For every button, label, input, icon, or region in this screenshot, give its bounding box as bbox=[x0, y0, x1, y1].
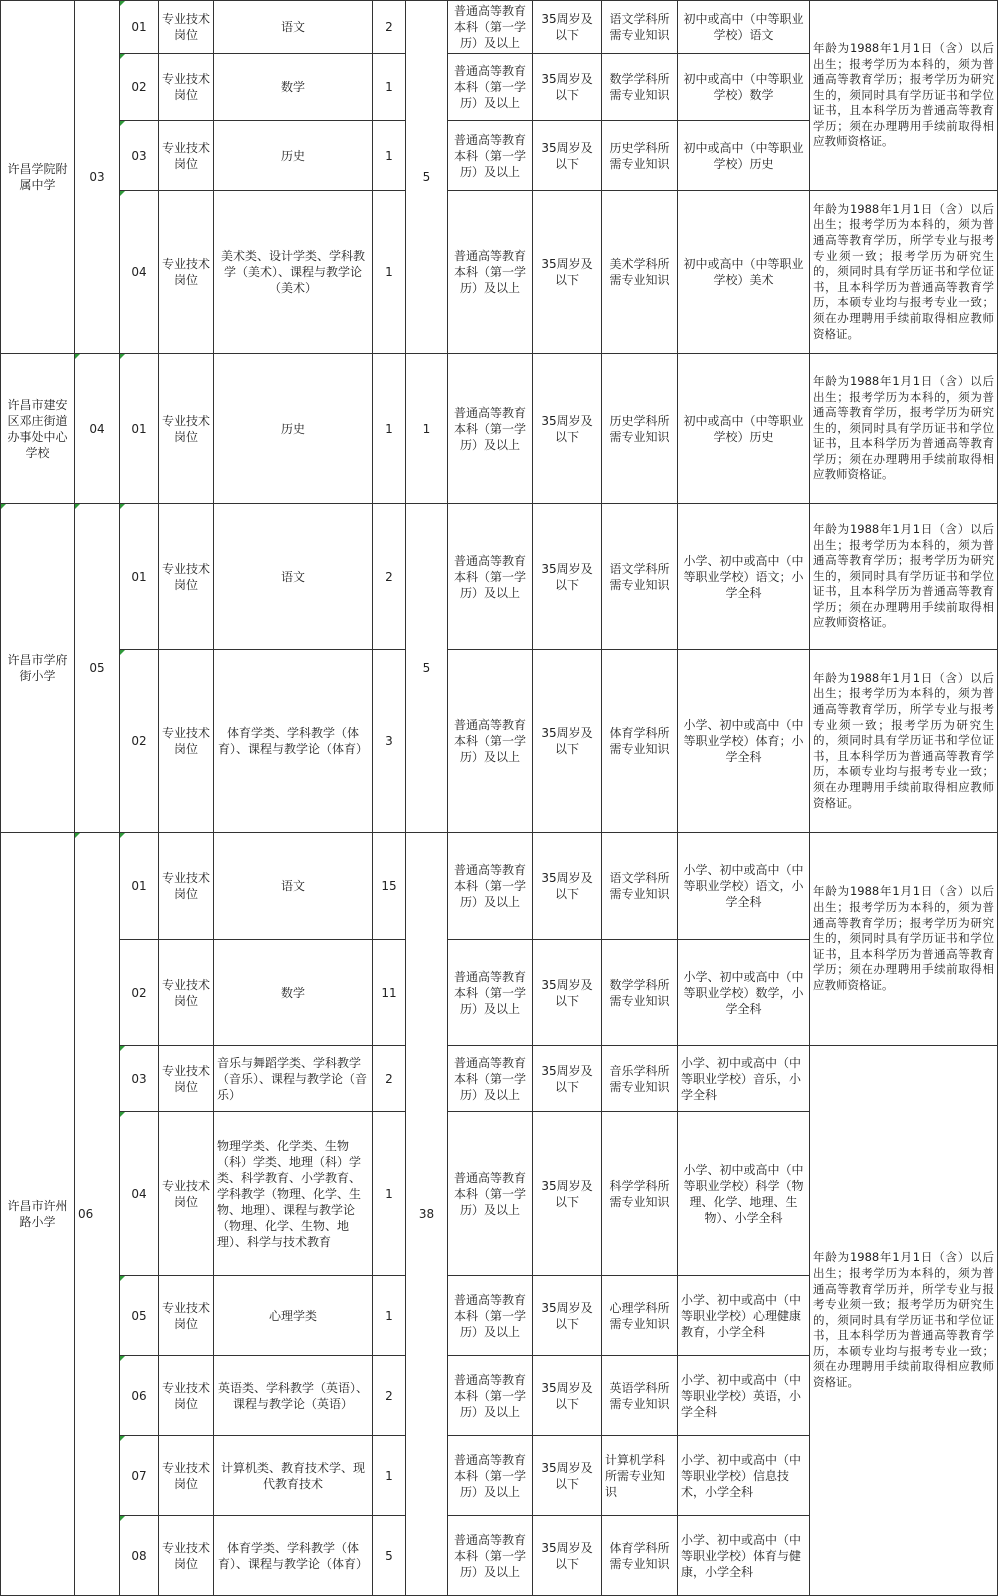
remarks: 年龄为1988年1月1日（含）以后出生；报考学历为本科的，须为普通高等教育学历；报考学历为研究生的，须同时具有学历证书和学位证书，且本科学历为普通高等教育学历；须在办理聘用手续前取得相应教师资格证。 bbox=[809, 0, 998, 191]
position-exam: 美术学科所需专业知识 bbox=[601, 190, 678, 354]
position-code: 03 bbox=[119, 120, 159, 191]
position-exam: 语文学科所需专业知识 bbox=[601, 0, 678, 54]
position-code: 01 bbox=[119, 832, 159, 940]
position-age: 35周岁及以下 bbox=[532, 190, 602, 354]
position-major: 心理学类 bbox=[213, 1275, 373, 1356]
position-type: 专业技术岗位 bbox=[158, 832, 214, 940]
remarks: 年龄为1988年1月1日（含）以后出生；报考学历为本科的，须为普通高等教育学历，所学专业与报考专业须一致；报考学历为研究生的，须同时具有学历证书和学位证书，且本科学历为普通高等教育学历，本硕专业均与报考专业一致；须在办理聘用手续前取得相应教师资格证。 bbox=[809, 190, 998, 354]
position-exam: 数学学科所需专业知识 bbox=[601, 53, 678, 121]
position-type: 专业技术岗位 bbox=[158, 1515, 214, 1596]
position-age: 35周岁及以下 bbox=[532, 832, 602, 940]
position-age: 35周岁及以下 bbox=[532, 0, 602, 54]
position-count: 5 bbox=[372, 1515, 406, 1596]
position-age: 35周岁及以下 bbox=[532, 1275, 602, 1356]
position-code: 08 bbox=[119, 1515, 159, 1596]
position-count: 1 bbox=[372, 1111, 406, 1276]
position-count: 3 bbox=[372, 649, 406, 833]
position-exam: 历史学科所需专业知识 bbox=[601, 353, 678, 504]
position-type: 专业技术岗位 bbox=[158, 503, 214, 650]
remarks: 年龄为1988年1月1日（含）以后出生；报考学历为本科的，须为普通高等教育学历，报考学历为研究生的，须同时具有学历证书和学位证书，且本科学历为普通高等教育学历；须在办理聘用手续前取得相应教师资格证。 bbox=[809, 353, 998, 504]
position-education: 普通高等教育本科（第一学历）及以上 bbox=[447, 53, 533, 121]
position-code: 01 bbox=[119, 353, 159, 504]
position-certificate: 小学、初中或高中（中等职业学校）语文；小学全科 bbox=[677, 503, 810, 650]
position-count: 15 bbox=[372, 832, 406, 940]
position-code: 02 bbox=[119, 53, 159, 121]
position-code: 02 bbox=[119, 649, 159, 833]
position-certificate: 初中或高中（中等职业学校）美术 bbox=[677, 190, 810, 354]
position-age: 35周岁及以下 bbox=[532, 1435, 602, 1516]
position-age: 35周岁及以下 bbox=[532, 53, 602, 121]
unit-name: 许昌市建安区邓庄街道办事处中心学校 bbox=[0, 353, 75, 504]
position-education: 普通高等教育本科（第一学历）及以上 bbox=[447, 1275, 533, 1356]
position-count: 2 bbox=[372, 503, 406, 650]
position-certificate: 小学、初中或高中（中等职业学校）心理健康教育，小学全科 bbox=[677, 1275, 810, 1356]
unit-name: 许昌学院附属中学 bbox=[0, 0, 75, 354]
position-education: 普通高等教育本科（第一学历）及以上 bbox=[447, 503, 533, 650]
position-major: 历史 bbox=[213, 120, 373, 191]
position-education: 普通高等教育本科（第一学历）及以上 bbox=[447, 0, 533, 54]
position-education: 普通高等教育本科（第一学历）及以上 bbox=[447, 1435, 533, 1516]
position-exam: 数学学科所需专业知识 bbox=[601, 939, 678, 1046]
position-age: 35周岁及以下 bbox=[532, 1355, 602, 1436]
unit-total: 38 bbox=[405, 832, 448, 1596]
position-exam: 体育学科所需专业知识 bbox=[601, 1515, 678, 1596]
position-type: 专业技术岗位 bbox=[158, 120, 214, 191]
position-certificate: 小学、初中或高中（中等职业学校）英语，小学全科 bbox=[677, 1355, 810, 1436]
position-code: 03 bbox=[119, 1045, 159, 1112]
position-education: 普通高等教育本科（第一学历）及以上 bbox=[447, 1045, 533, 1112]
position-age: 35周岁及以下 bbox=[532, 120, 602, 191]
position-type: 专业技术岗位 bbox=[158, 190, 214, 354]
position-count: 1 bbox=[372, 53, 406, 121]
unit-total: 1 bbox=[405, 353, 448, 504]
position-type: 专业技术岗位 bbox=[158, 1275, 214, 1356]
position-count: 1 bbox=[372, 353, 406, 504]
position-code: 01 bbox=[119, 503, 159, 650]
position-code: 05 bbox=[119, 1275, 159, 1356]
remarks: 年龄为1988年1月1日（含）以后出生；报考学历为本科的，须为普通高等教育学历，所学专业与报考专业须一致；报考学历为研究生的，须同时具有学历证书和学位证书，且本科学历为普通高等教育学历，本硕专业均与报考专业一致；须在办理聘用手续前取得相应教师资格证。 bbox=[809, 649, 998, 833]
position-count: 1 bbox=[372, 1275, 406, 1356]
position-education: 普通高等教育本科（第一学历）及以上 bbox=[447, 1355, 533, 1436]
unit-total: 5 bbox=[405, 0, 448, 354]
unit-code: 04 bbox=[74, 353, 120, 504]
position-exam: 体育学科所需专业知识 bbox=[601, 649, 678, 833]
position-exam: 语文学科所需专业知识 bbox=[601, 503, 678, 650]
remarks: 年龄为1988年1月1日（含）以后出生；报考学历为本科的，须为普通高等教育学历；报考学历为研究生的，须同时具有学历证书和学位证书，且本科学历为普通高等教育学历；须在办理聘用手续前取得相应教师资格证。 bbox=[809, 503, 998, 650]
position-education: 普通高等教育本科（第一学历）及以上 bbox=[447, 1111, 533, 1276]
position-age: 35周岁及以下 bbox=[532, 1515, 602, 1596]
position-education: 普通高等教育本科（第一学历）及以上 bbox=[447, 120, 533, 191]
position-code: 07 bbox=[119, 1435, 159, 1516]
unit-name: 许昌市许州路小学 bbox=[0, 832, 75, 1596]
position-major: 美术类、设计学类、学科教学（美术）、课程与教学论（美术） bbox=[213, 190, 373, 354]
unit-name: 许昌市学府街小学 bbox=[0, 503, 75, 833]
position-age: 35周岁及以下 bbox=[532, 939, 602, 1046]
position-type: 专业技术岗位 bbox=[158, 53, 214, 121]
position-age: 35周岁及以下 bbox=[532, 503, 602, 650]
position-certificate: 小学、初中或高中（中等职业学校）信息技术，小学全科 bbox=[677, 1435, 810, 1516]
unit-code: 05 bbox=[74, 503, 120, 833]
position-education: 普通高等教育本科（第一学历）及以上 bbox=[447, 353, 533, 504]
position-exam: 计算机学科所需专业知识 bbox=[601, 1435, 678, 1516]
position-major: 英语类、学科教学（英语）、课程与教学论（英语） bbox=[213, 1355, 373, 1436]
position-type: 专业技术岗位 bbox=[158, 0, 214, 54]
position-age: 35周岁及以下 bbox=[532, 1111, 602, 1276]
position-exam: 音乐学科所需专业知识 bbox=[601, 1045, 678, 1112]
position-count: 2 bbox=[372, 1045, 406, 1112]
position-exam: 语文学科所需专业知识 bbox=[601, 832, 678, 940]
unit-code: 06 bbox=[74, 832, 120, 1596]
position-type: 专业技术岗位 bbox=[158, 939, 214, 1046]
position-type: 专业技术岗位 bbox=[158, 353, 214, 504]
position-type: 专业技术岗位 bbox=[158, 1435, 214, 1516]
position-count: 1 bbox=[372, 120, 406, 191]
position-certificate: 初中或高中（中等职业学校）数学 bbox=[677, 53, 810, 121]
unit-code: 03 bbox=[74, 0, 120, 354]
position-exam: 科学学科所需专业知识 bbox=[601, 1111, 678, 1276]
remarks: 年龄为1988年1月1日（含）以后出生；报考学历为本科的，须为普通高等教育学历并，所学专业与报考专业须一致；报考学历为研究生的，须同时具有学历证书和学位证书，且本科学历为普通高等教育学历，本硕专业均与报考专业一致；须在办理聘用手续前取得相应教师资格证。 bbox=[809, 1045, 998, 1596]
position-education: 普通高等教育本科（第一学历）及以上 bbox=[447, 190, 533, 354]
position-education: 普通高等教育本科（第一学历）及以上 bbox=[447, 1515, 533, 1596]
position-code: 06 bbox=[119, 1355, 159, 1436]
position-certificate: 小学、初中或高中（中等职业学校）体育与健康，小学全科 bbox=[677, 1515, 810, 1596]
position-count: 11 bbox=[372, 939, 406, 1046]
position-code: 01 bbox=[119, 0, 159, 54]
position-major: 数学 bbox=[213, 939, 373, 1046]
position-type: 专业技术岗位 bbox=[158, 649, 214, 833]
remarks: 年龄为1988年1月1日（含）以后出生；报考学历为本科的，须为普通高等教育学历；报考学历为研究生的，须同时具有学历证书和学位证书，且本科学历为普通高等教育学历；须在办理聘用手续前取得相应教师资格证。 bbox=[809, 832, 998, 1046]
position-certificate: 小学、初中或高中（中等职业学校）音乐，小学全科 bbox=[677, 1045, 810, 1112]
position-code: 04 bbox=[119, 190, 159, 354]
position-code: 02 bbox=[119, 939, 159, 1046]
position-certificate: 初中或高中（中等职业学校）语文 bbox=[677, 0, 810, 54]
position-certificate: 小学、初中或高中（中等职业学校）数学，小学全科 bbox=[677, 939, 810, 1046]
position-major: 音乐与舞蹈学类、学科教学（音乐）、课程与教学论（音乐） bbox=[213, 1045, 373, 1112]
position-education: 普通高等教育本科（第一学历）及以上 bbox=[447, 649, 533, 833]
position-major: 数学 bbox=[213, 53, 373, 121]
position-code: 04 bbox=[119, 1111, 159, 1276]
position-age: 35周岁及以下 bbox=[532, 1045, 602, 1112]
position-count: 1 bbox=[372, 190, 406, 354]
position-education: 普通高等教育本科（第一学历）及以上 bbox=[447, 832, 533, 940]
position-certificate: 小学、初中或高中（中等职业学校）语文，小学全科 bbox=[677, 832, 810, 940]
position-exam: 心理学科所需专业知识 bbox=[601, 1275, 678, 1356]
position-major: 历史 bbox=[213, 353, 373, 504]
position-major: 语文 bbox=[213, 0, 373, 54]
position-exam: 英语学科所需专业知识 bbox=[601, 1355, 678, 1436]
position-certificate: 小学、初中或高中（中等职业学校）体育；小学全科 bbox=[677, 649, 810, 833]
position-type: 专业技术岗位 bbox=[158, 1045, 214, 1112]
position-age: 35周岁及以下 bbox=[532, 649, 602, 833]
position-major: 体育学类、学科教学（体育）、课程与教学论（体育） bbox=[213, 649, 373, 833]
position-count: 2 bbox=[372, 1355, 406, 1436]
position-education: 普通高等教育本科（第一学历）及以上 bbox=[447, 939, 533, 1046]
position-major: 计算机类、教育技术学、现代教育技术 bbox=[213, 1435, 373, 1516]
position-exam: 历史学科所需专业知识 bbox=[601, 120, 678, 191]
position-count: 2 bbox=[372, 0, 406, 54]
position-major: 物理学类、化学类、生物（科）学类、地理（科）学类、科学教育、小学教育、学科教学（物理、化学、生物、地理）、课程与教学论（物理、化学、生物、地理）、科学与技术教育 bbox=[213, 1111, 373, 1276]
position-type: 专业技术岗位 bbox=[158, 1111, 214, 1276]
position-count: 1 bbox=[372, 1435, 406, 1516]
position-age: 35周岁及以下 bbox=[532, 353, 602, 504]
position-major: 语文 bbox=[213, 503, 373, 650]
position-certificate: 小学、初中或高中（中等职业学校）科学（物理、化学、地理、生物）、小学全科 bbox=[677, 1111, 810, 1276]
position-type: 专业技术岗位 bbox=[158, 1355, 214, 1436]
position-certificate: 初中或高中（中等职业学校）历史 bbox=[677, 120, 810, 191]
position-major: 体育学类、学科教学（体育）、课程与教学论（体育） bbox=[213, 1515, 373, 1596]
unit-total: 5 bbox=[405, 503, 448, 833]
position-major: 语文 bbox=[213, 832, 373, 940]
position-certificate: 初中或高中（中等职业学校）历史 bbox=[677, 353, 810, 504]
